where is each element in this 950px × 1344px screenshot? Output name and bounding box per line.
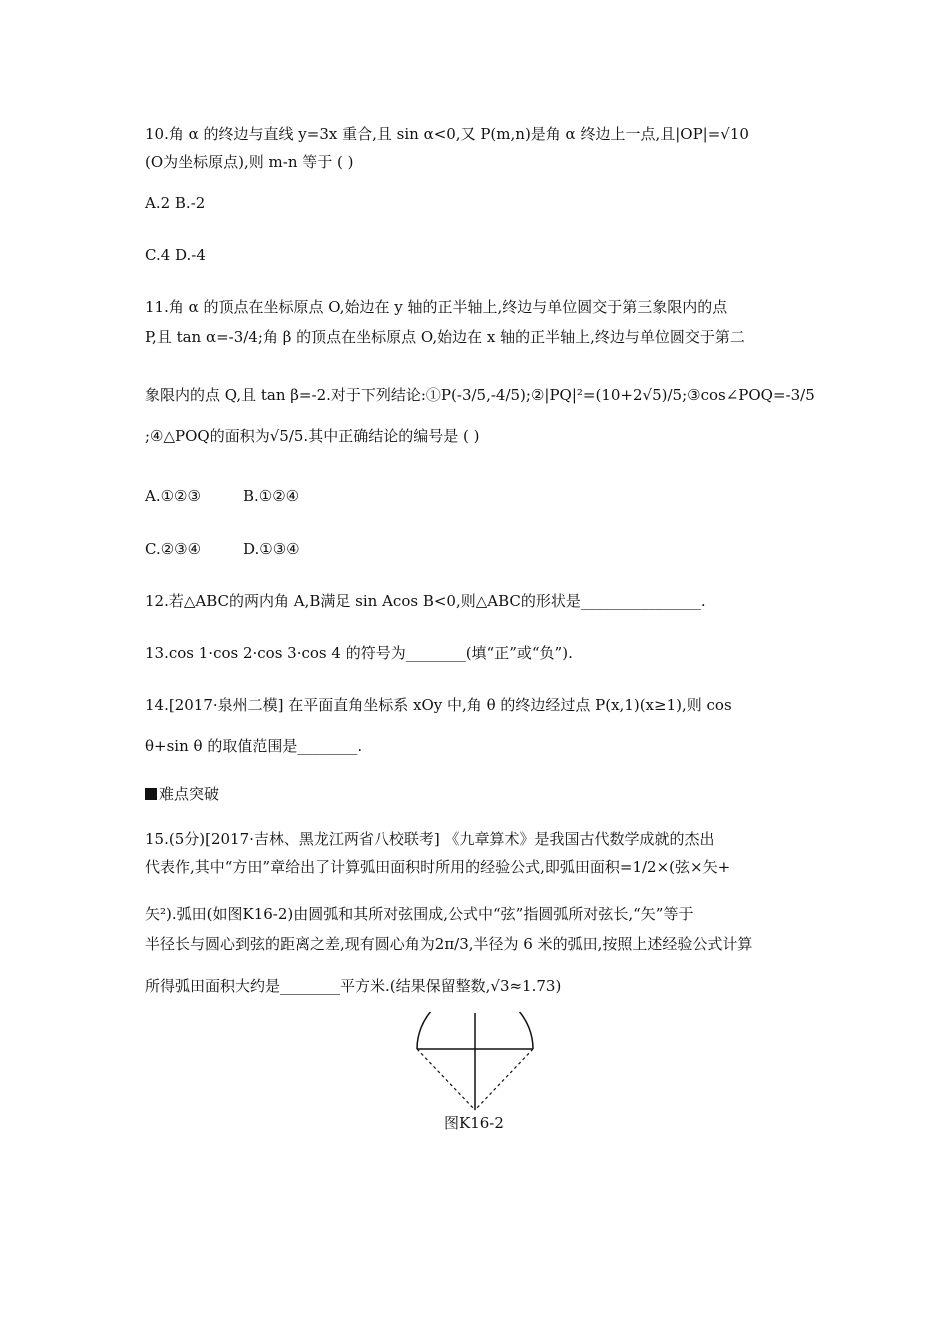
- q11-option-b: B.①②④: [243, 487, 300, 505]
- q15-line5: 所得弧田面积大约是________平方米.(结果保留整数,√3≈1.73): [145, 977, 562, 995]
- q15-line1: 15.(5分)[2017·吉林、黑龙江两省八校联考] 《九章算术》是我国古代数学成就的杰出: [145, 830, 715, 848]
- q11-line2: P,且 tan α=-3/4;角 β 的顶点在坐标原点 O,始边在 x 轴的正半轴上,终边与单位圆交于第二: [145, 328, 745, 346]
- q15-line3: 矢²).弧田(如图K16-2)由圆弧和其所对弦围成,公式中“弦”指圆弧所对弦长,“矢”等于: [145, 905, 694, 923]
- figure-caption: 图K16-2: [444, 1114, 504, 1132]
- q10-options-cd: C.4 D.-4: [145, 246, 206, 264]
- q11-line4: ;④△POQ的面积为√5/5.其中正确结论的编号是 ( ): [145, 427, 480, 445]
- q10-line1: 10.角 α 的终边与直线 y=3x 重合,且 sin α<0,又 P(m,n)是角 α 终边上一点,且|OP|=√10: [145, 125, 749, 143]
- q15-line2: 代表作,其中“方田”章给出了计算弧田面积时所用的经验公式,即弧田面积=1/2×(弦×矢+: [145, 858, 731, 876]
- q15-line4: 半径长与圆心到弦的距离之差,现有圆心角为2π/3,半径为 6 米的弧田,按照上述经验公式计算: [145, 935, 753, 953]
- section-heading: [145, 784, 219, 804]
- dashed-radius-right: [475, 1049, 533, 1110]
- q13-text: 13.cos 1·cos 2·cos 3·cos 4 的符号为________(填“正”或“负”).: [145, 644, 573, 662]
- q14-line1: 14.[2017·泉州二模] 在平面直角坐标系 xOy 中,角 θ 的终边经过点 P(x,1)(x≥1),则 cos: [145, 696, 732, 714]
- q11-line1: 11.角 α 的顶点在坐标原点 O,始边在 y 轴的正半轴上,终边与单位圆交于第三象限内的点: [145, 298, 728, 316]
- dashed-radius-left: [417, 1049, 475, 1110]
- arc-field-figure: [412, 1012, 538, 1116]
- q11-option-d: D.①③④: [243, 540, 300, 558]
- q10-line2: (O为坐标原点),则 m-n 等于 ( ): [145, 153, 354, 171]
- q10-options-ab: A.2 B.-2: [145, 194, 206, 212]
- q14-line2: θ+sin θ 的取值范围是________.: [145, 737, 363, 755]
- q11-option-c: C.②③④: [145, 540, 202, 558]
- section-title: 难点突破: [159, 785, 220, 803]
- q12-text: 12.若△ABC的两内角 A,B满足 sin Acos B<0,则△ABC的形状是________________.: [145, 592, 706, 610]
- q11-line3: 象限内的点 Q,且 tan β=-2.对于下列结论:①P(-3/5,-4/5);②|PQ|²=(10+2√5)/5;③cos∠POQ=-3/5: [145, 386, 815, 404]
- section-marker-icon: [145, 788, 157, 800]
- q11-option-a: A.①②③: [145, 487, 201, 505]
